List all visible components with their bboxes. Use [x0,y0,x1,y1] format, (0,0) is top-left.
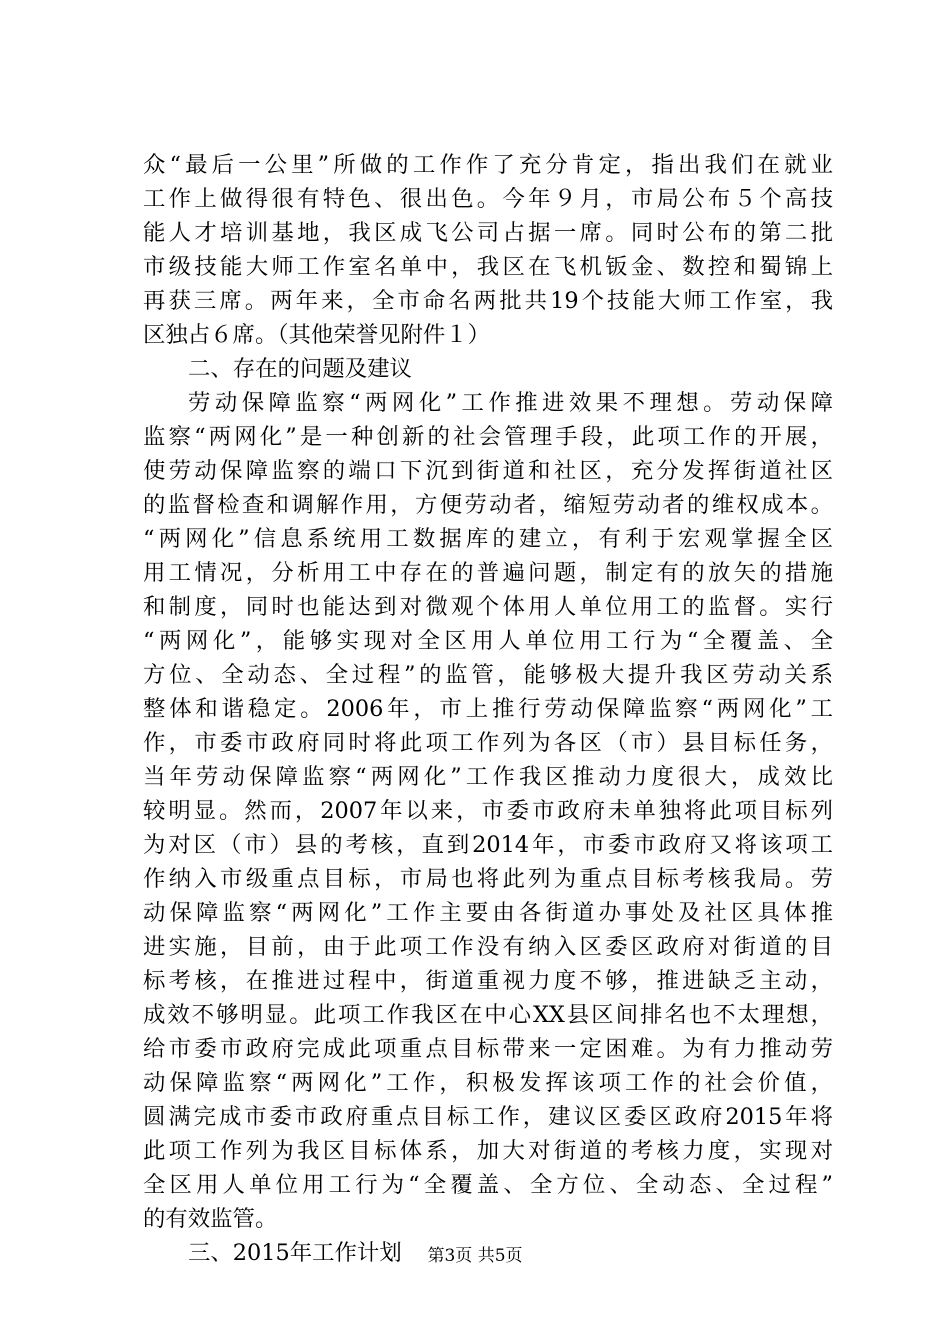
text-line: 劳动保障监察“两网化”工作推进效果不理想。劳动保障 [188,390,833,416]
text-line: 作，市委市政府同时将此项工作列为各区（市）县目标任务， [143,730,833,756]
text-line: 使劳动保障监察的端口下沉到街道和社区，充分发挥街道社区 [143,458,833,484]
page-number: 第3页 共5页 [427,1246,523,1266]
text-line: 动保障监察“两网化”工作，积极发挥该项工作的社会价值， [143,1070,833,1096]
text-line: 较明显。然而，2007年以来，市委市政府未单独将此项目标列 [143,798,833,824]
text-line: 进实施，目前，由于此项工作没有纳入区委区政府对街道的目 [143,934,833,960]
text-line: 再获三席。两年来，全市命名两批共19个技能大师工作室，我 [143,288,833,314]
text-line: 给市委市政府完成此项重点目标带来一定困难。为有力推动劳 [143,1036,833,1062]
text-line: 作纳入市级重点目标，市局也将此列为重点目标考核我局。劳 [143,866,833,892]
text-line: 成效不够明显。此项工作我区在中心XX县区间排名也不太理想， [143,1002,833,1028]
text-line: 和制度，同时也能达到对微观个体用人单位用工的监督。实行 [143,594,833,620]
section-heading: 三、2015年工作计划 [188,1240,402,1266]
text-line: 标考核，在推进过程中，街道重视力度不够，推进缺乏主动， [143,968,833,994]
text-line: 方位、全动态、全过程”的监管，能够极大提升我区劳动关系 [143,662,833,688]
text-line: 市级技能大师工作室名单中，我区在飞机钣金、数控和蜀锦上 [143,254,833,280]
text-line: 为对区（市）县的考核，直到2014年，市委市政府又将该项工 [143,832,833,858]
text-line: 此项工作列为我区目标体系，加大对街道的考核力度，实现对 [143,1138,833,1164]
text-line: 的有效监管。 [143,1206,278,1232]
text-line: 监察“两网化”是一种创新的社会管理手段，此项工作的开展， [143,424,833,450]
text-line: 用工情况，分析用工中存在的普遍问题，制定有的放矢的措施 [143,560,833,586]
text-line: 动保障监察“两网化”工作主要由各街道办事处及社区具体推 [143,900,833,926]
text-line: 的监督检查和调解作用，方便劳动者，缩短劳动者的维权成本。 [143,492,833,518]
text-line: 圆满完成市委市政府重点目标工作，建议区委区政府2015年将 [143,1104,833,1130]
document-body [143,148,833,1270]
text-line: 众“最后一公里”所做的工作作了充分肯定，指出我们在就业 [143,152,833,178]
text-line: 当年劳动保障监察“两网化”工作我区推动力度很大，成效比 [143,764,833,790]
text-line: 整体和谐稳定。2006年，市上推行劳动保障监察“两网化”工 [143,696,833,722]
text-line: “两网化”信息系统用工数据库的建立，有利于宏观掌握全区 [143,526,833,552]
section-heading: 二、存在的问题及建议 [188,356,412,382]
text-line: “两网化”，能够实现对全区用人单位用工行为“全覆盖、全 [143,628,833,654]
page-footer [0,1245,950,1267]
text-line: 能人才培训基地，我区成飞公司占据一席。同时公布的第二批 [143,220,833,246]
text-line: 区独占６席。（其他荣誉见附件１） [143,322,491,348]
text-line: 工作上做得很有特色、很出色。今年９月，市局公布５个高技 [143,186,833,212]
text-line: 全区用人单位用工行为“全覆盖、全方位、全动态、全过程” [143,1172,833,1198]
